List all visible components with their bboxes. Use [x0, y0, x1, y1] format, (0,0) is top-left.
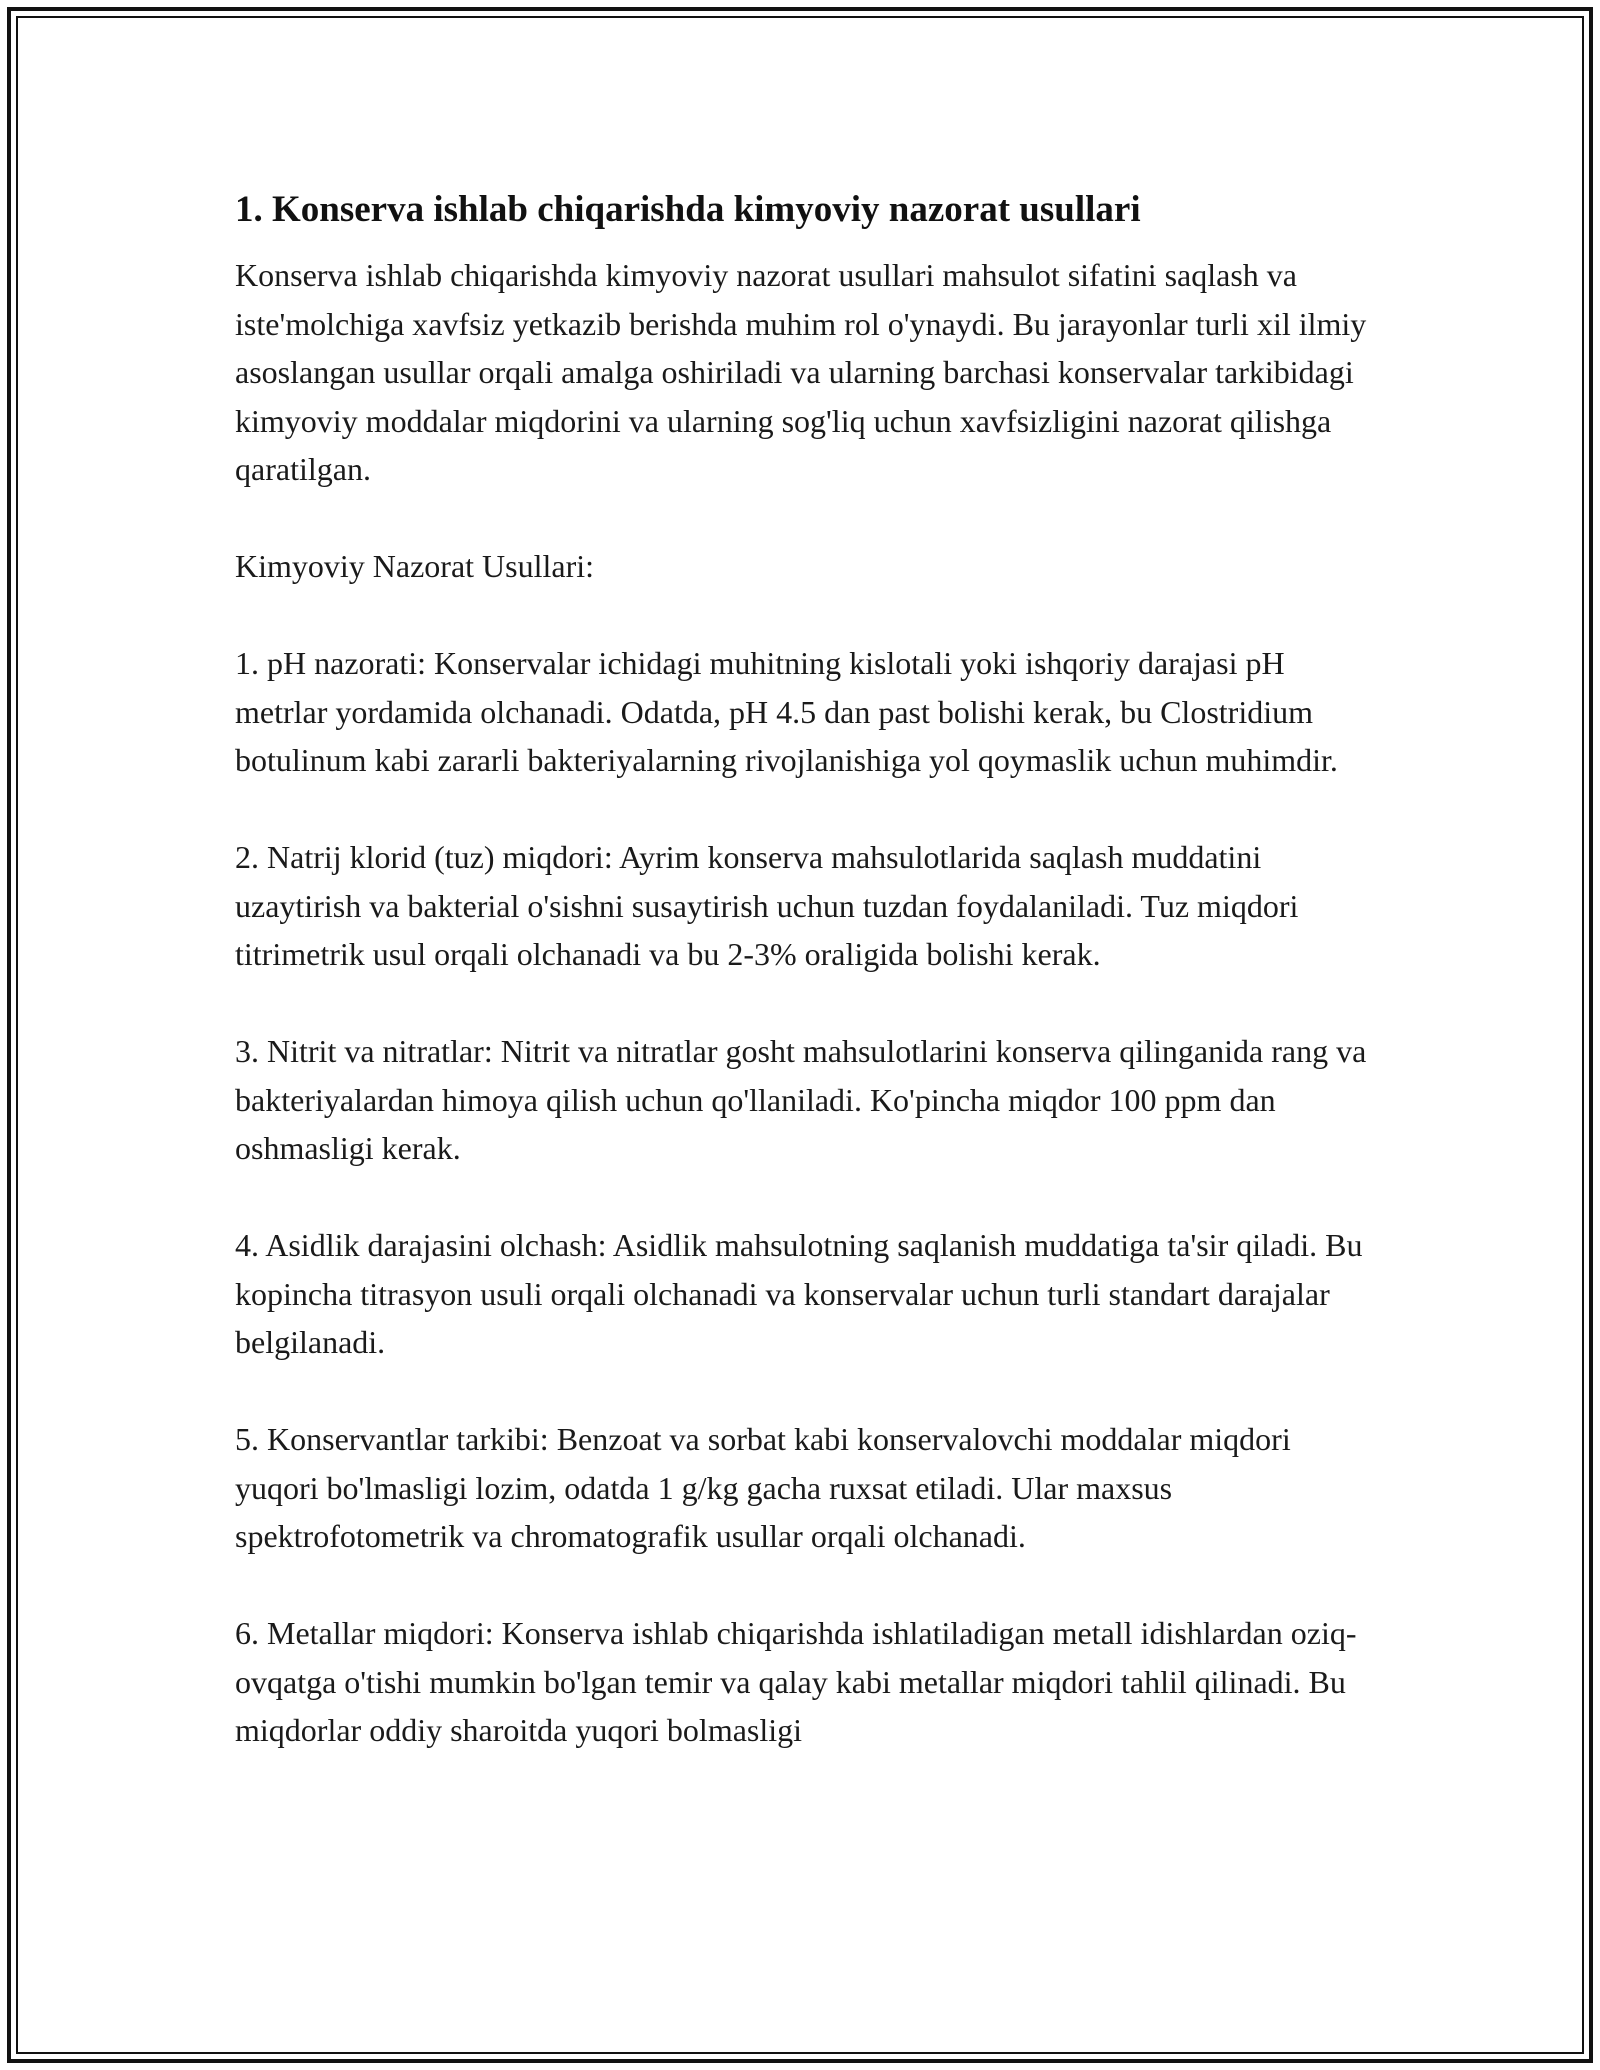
- document-body: [235, 185, 1375, 1803]
- document-title: 1. Konserva ishlab chiqarishda kimyoviy nazorat usullari: [235, 189, 1141, 230]
- method-salt-paragraph: 2. Natrij klorid (tuz) miqdori: Ayrim konserva mahsulotlarida saqlash muddatini uzaytirish va bakterial o'sishni susaytirish uchun tuzdan foydalaniladi. Tuz miqdori titrimetrik usul orqali olchanadi va bu 2-3% oraligida bolishi kerak.: [235, 839, 1299, 972]
- section-heading: Kimyoviy Nazorat Usullari:: [235, 548, 595, 584]
- method-acidity-paragraph: 4. Asidlik darajasini olchash: Asidlik mahsulotning saqlanish muddatiga ta'sir qiladi. Bu kopincha titrasyon usuli orqali olchanadi va konservalar uchun turli standart darajalar belgilanadi.: [235, 1227, 1363, 1360]
- method-preservatives-paragraph: 5. Konservantlar tarkibi: Benzoat va sorbat kabi konservalovchi moddalar miqdori yuqori bo'lmasligi lozim, odatda 1 g/kg gacha ruxsat etiladi. Ular maxsus spektrofotometrik va chromatografik usullar orqali olchanadi.: [235, 1421, 1291, 1554]
- method-metals-paragraph: 6. Metallar miqdori: Konserva ishlab chiqarishda ishlatiladigan metall idishlardan oziq-ovqatga o'tishi mumkin bo'lgan temir va qalay kabi metallar miqdori tahlil qilinadi. Bu miqdorlar oddiy sharoitda yuqori bolmasligi: [235, 1615, 1357, 1748]
- method-ph-paragraph: 1. pH nazorati: Konservalar ichidagi muhitning kislotali yoki ishqoriy darajasi pH metrlar yordamida olchanadi. Odatda, pH 4.5 dan past bolishi kerak, bu Clostridium botulinum kabi zararli bakteriyalarning rivojlanishiga yol qoymaslik uchun muhimdir.: [235, 645, 1338, 778]
- method-nitrite-paragraph: 3. Nitrit va nitratlar: Nitrit va nitratlar gosht mahsulotlarini konserva qilinganida rang va bakteriyalardan himoya qilish uchun qo'llaniladi. Ko'pincha miqdor 100 ppm dan oshmasligi kerak.: [235, 1033, 1367, 1166]
- intro-paragraph: Konserva ishlab chiqarishda kimyoviy nazorat usullari mahsulot sifatini saqlash va iste'molchiga xavfsiz yetkazib berishda muhim rol o'ynaydi. Bu jarayonlar turli xil ilmiy asoslangan usullar orqali amalga oshiriladi va ularning barchasi konservalar tarkibidagi kimyoviy moddalar miqdorini va ularning sog'liq uchun xavfsizligini nazorat qilishga qaratilgan.: [235, 257, 1367, 487]
